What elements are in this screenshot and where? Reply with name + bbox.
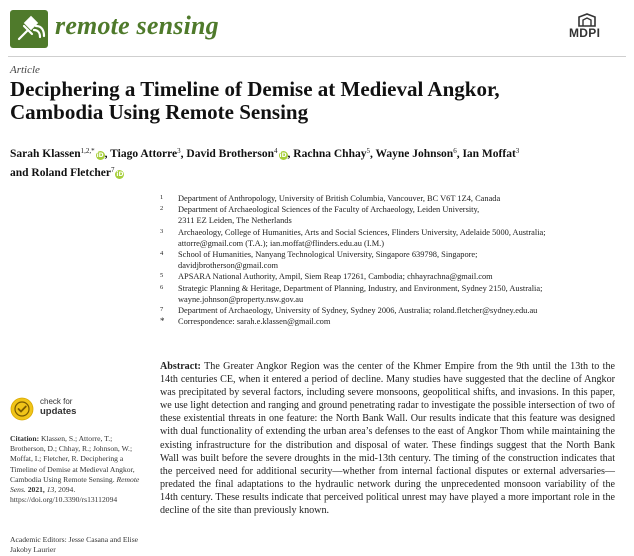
orcid-icon[interactable]: iD xyxy=(116,171,124,178)
affiliation-item xyxy=(160,316,620,327)
orcid-icon[interactable]: iD xyxy=(96,152,104,159)
citation-label: Citation: xyxy=(10,434,40,443)
author-affiliation-sup: 3 xyxy=(177,147,181,155)
author-affiliation-sup: 4 xyxy=(274,147,278,155)
affiliation-number: * xyxy=(160,316,165,327)
check-for-updates-line2: updates xyxy=(40,405,77,417)
abstract-label: Abstract: xyxy=(160,361,201,372)
author-name[interactable]: Sarah Klassen xyxy=(10,148,81,160)
article-type: Article xyxy=(10,64,40,76)
editors-names: Jesse Casana and Elise Jakoby Laurier xyxy=(10,535,139,555)
citation-text: Klassen, S.; Attorre, T.; Brotherson, D.; Chhay, R.; Johnson, W.; Moffat, I.; Fletcher, R. Deciphering a Timeline of Demise at Medieval Angkor, Cambodia Using Remote Sensing. xyxy=(10,434,135,484)
orcid-icon[interactable]: iD xyxy=(279,152,287,159)
affiliation-line: davidjbrotherson@gmail.com xyxy=(178,261,279,271)
affiliation-line: Department of Archaeological Sciences of the Faculty of Archaeology, Leiden University, xyxy=(178,205,480,215)
citation-volume: 13, xyxy=(46,485,57,495)
check-for-updates-icon xyxy=(10,397,34,421)
affiliation-number: 7 xyxy=(160,306,164,314)
affiliation-number: 3 xyxy=(160,227,164,235)
author-name[interactable]: Rachna Chhay xyxy=(293,148,367,160)
academic-editors xyxy=(10,535,145,555)
citation-block xyxy=(10,434,145,505)
author-list: Sarah Klassen$^{1,2,*}$iD, Tiago Attorre$^3$, David Brotherson$^4$iD, Rachna Chhay$^5$, Wayne Johnson$^6$, Ian Moffat$^3$ and Roland Fletcher$^7$iD xyxy=(10,147,520,179)
affiliation-item xyxy=(160,283,620,305)
affiliation-number: 5 xyxy=(160,272,164,280)
affiliation-number: 6 xyxy=(160,283,164,291)
affiliation-line: Archaeology, College of Humanities, Arts and Social Sciences, Flinders University, Adelaide 5000, Australia; xyxy=(178,227,546,237)
author-name[interactable]: Ian Moffat xyxy=(462,148,516,160)
affiliation-item xyxy=(160,249,620,271)
affiliation-item xyxy=(160,204,620,226)
citation-doi-link[interactable]: 2094. https://doi.org/10.3390/rs13112094 xyxy=(10,485,118,505)
author-affiliation-sup: 6 xyxy=(453,147,457,155)
journal-name[interactable]: remote sensing xyxy=(55,11,219,40)
affiliation-line: School of Humanities, Nanyang Technological University, Singapore 639798, Singapore; xyxy=(178,250,478,260)
author-name[interactable]: Roland Fletcher xyxy=(31,167,111,179)
author-affiliation-sup: 3 xyxy=(515,147,520,155)
abstract xyxy=(160,360,615,517)
publisher-name: MDPI xyxy=(569,26,601,40)
author-name[interactable]: Wayne Johnson xyxy=(375,148,454,160)
affiliation-item xyxy=(160,271,620,282)
header-divider xyxy=(8,56,626,57)
affiliation-item xyxy=(160,227,620,249)
affiliation-item xyxy=(160,305,620,316)
author-name[interactable]: Tiago Attorre xyxy=(110,148,178,160)
affiliation-line: Strategic Planning & Heritage, Department of Planning, Industry, and Environment, Sydney 2150, Australia; xyxy=(178,283,543,293)
author-name[interactable]: David Brotherson xyxy=(186,148,275,160)
article-title: Deciphering a Timeline of Demise at Medieval Angkor, Cambodia Using Remote Sensing xyxy=(10,77,500,124)
author-affiliation-sup: 1,2,* xyxy=(80,147,95,155)
affiliation-number: 2 xyxy=(160,205,164,213)
abstract-text: The Greater Angkor Region was the center of the Khmer Empire from the 9th until the 13th to the 14th centuries CE, when it entered a period of decline. Many studies have suggested that the decline of Angkor was precipitated by several factors, including severe monsoons, geopolitical shifts, and invasions. In this paper, we use light detection and ranging and ground penetrating radar to investigate the possible intersection of two of these existential threats in one feature: the North Bank Wall. Our results indicate that this feature was designed with dual functionality of extending the urban area’s defenses to the east of Angkor Thom while maintaining the existing infrastructure for the distribution and disposal of water. These findings suggest that the North Bank Wall was built before the severe droughts in the mid-13th century. The timing of the construction indicates that the perceived need for additional security—whether from internal factional disputes or external adversaries—predated the final adaptations to the hydraulic network during the unprecedented monsoon variability of the 14th century. These results indicate that perceived political unrest may have played a more important role in the decline of the site than previously known. xyxy=(160,361,615,517)
affiliation-line: Department of Archaeology, University of Sydney, Sydney 2006, Australia; roland.fletcher@sydney.edu.au xyxy=(178,306,538,316)
affiliation-line: APSARA National Authority, Ampil, Siem Reap 17261, Cambodia; chhayrachna@gmail.com xyxy=(178,272,493,282)
affiliation-number: 4 xyxy=(160,250,164,258)
affiliations xyxy=(160,193,620,327)
affiliation-line: Department of Anthropology, University of British Columbia, Vancouver, BC V6T 1Z4, Canada xyxy=(178,194,501,203)
mdpi-logo[interactable] xyxy=(567,12,619,44)
citation-journal: Remote Sens. xyxy=(10,474,140,495)
affiliation-line: Correspondence: sarah.e.klassen@gmail.com xyxy=(178,317,331,327)
journal-logo xyxy=(10,10,48,48)
affiliation-number: 1 xyxy=(160,194,164,201)
citation-year: 2021, xyxy=(27,485,45,495)
affiliation-line: attorre@gmail.com (T.A.); ian.moffat@flinders.edu.au (I.M.) xyxy=(178,238,385,248)
author-affiliation-sup: 7 xyxy=(110,166,115,174)
check-for-updates-badge[interactable] xyxy=(10,397,90,425)
affiliation-line: 2311 EZ Leiden, The Netherlands xyxy=(178,216,292,226)
check-for-updates-line1: check for xyxy=(40,397,73,406)
author-affiliation-sup: 5 xyxy=(366,147,370,155)
affiliation-line: wayne.johnson@property.nsw.gov.au xyxy=(178,294,304,304)
affiliation-item xyxy=(160,193,620,204)
editors-label: Academic Editors: xyxy=(10,535,67,544)
